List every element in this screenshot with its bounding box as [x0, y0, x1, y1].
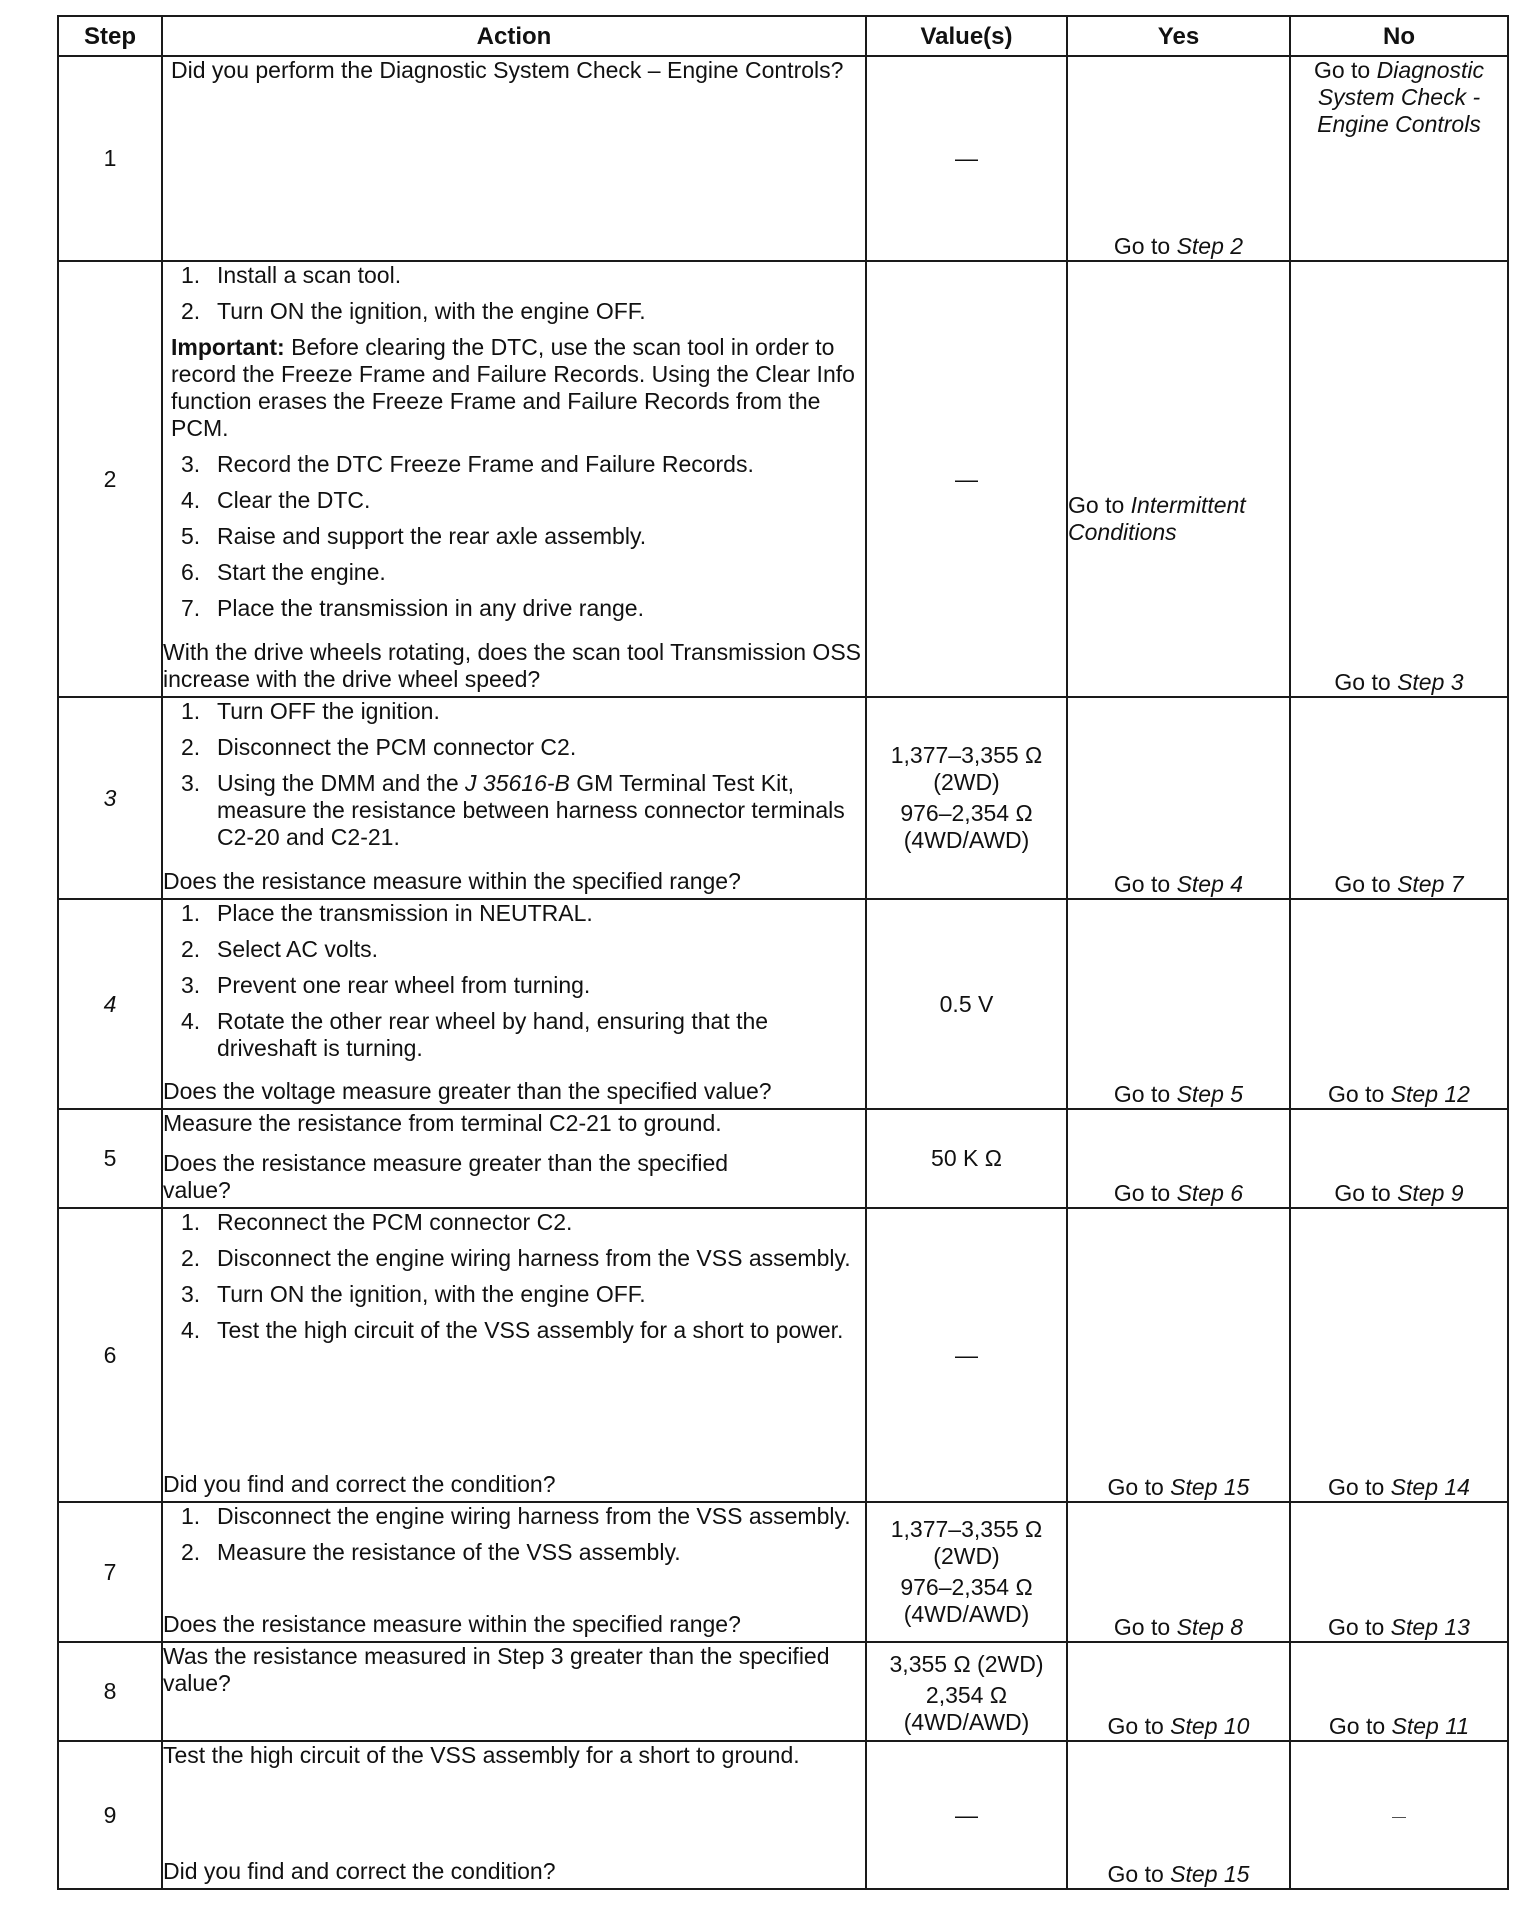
step-number: 5 — [58, 1109, 162, 1208]
list-item: 2. Turn ON the ignition, with the engine OFF. — [181, 298, 646, 324]
action-question: Was the resistance measured in Step 3 greater than the specified value? — [163, 1643, 830, 1696]
yes-link[interactable]: Step 2 — [1176, 233, 1244, 259]
value-cell — [866, 1502, 1067, 1642]
table-row — [58, 1741, 1508, 1889]
table-row — [58, 1502, 1508, 1642]
no-cell — [1290, 261, 1508, 697]
header-no: No — [1290, 16, 1508, 56]
no-prefix: Go to — [1328, 1614, 1385, 1640]
value-cell — [866, 1208, 1067, 1502]
action-cell — [162, 261, 866, 697]
action-cell — [162, 1642, 866, 1741]
list-item: 2. Select AC volts. — [181, 936, 379, 962]
yes-link[interactable]: Step 15 — [1170, 1861, 1250, 1887]
action-question: Does the resistance measure greater than the specified value? — [163, 1150, 729, 1203]
step-number: 3 — [58, 697, 162, 899]
yes-link[interactable]: Intermittent Conditions — [1068, 492, 1246, 545]
yes-cell — [1067, 261, 1290, 697]
yes-prefix: Go to — [1107, 1713, 1164, 1739]
no-link[interactable]: Step 3 — [1397, 669, 1464, 695]
yes-link[interactable]: Step 6 — [1176, 1180, 1244, 1206]
no-cell — [1290, 697, 1508, 899]
value-dash: — — [955, 1341, 978, 1368]
action-question: Did you find and correct the condition? — [163, 1471, 556, 1497]
action-question: Does the resistance measure within the specified range? — [163, 868, 741, 894]
list-item: 3. Turn ON the ignition, with the engine OFF. — [181, 1281, 646, 1307]
value-cell — [866, 697, 1067, 899]
no-cell — [1290, 56, 1508, 261]
action-cell — [162, 1109, 866, 1208]
action-cell — [162, 697, 866, 899]
no-prefix: Go to — [1328, 1474, 1385, 1500]
list-item: 5. Raise and support the rear axle assembly. — [181, 523, 647, 549]
value-dash: — — [955, 1801, 978, 1828]
value-resistance: 50 K Ω — [931, 1145, 1002, 1171]
step-number: 1 — [58, 56, 162, 261]
action-question: With the drive wheels rotating, does the scan tool Transmission OSS increase with the drive wheel speed? — [163, 639, 861, 692]
table-row — [58, 261, 1508, 697]
action-text: Test the high circuit of the VSS assembly for a short to ground. — [163, 1742, 800, 1768]
value-cell — [866, 1741, 1067, 1889]
step-number: 8 — [58, 1642, 162, 1741]
yes-prefix: Go to — [1113, 871, 1171, 897]
value-cell — [866, 899, 1067, 1109]
header-yes: Yes — [1067, 16, 1290, 56]
step-number: 6 — [58, 1208, 162, 1502]
yes-link[interactable]: Step 15 — [1170, 1474, 1250, 1500]
yes-cell — [1067, 899, 1290, 1109]
header-row — [58, 16, 1508, 56]
list-item: 2. Measure the resistance of the VSS assembly. — [181, 1539, 681, 1565]
yes-link[interactable]: Step 8 — [1176, 1614, 1244, 1640]
value-dash: — — [955, 145, 978, 171]
diagnostic-table — [57, 15, 1509, 1890]
yes-prefix: Go to — [1113, 1081, 1171, 1107]
list-item: 1. Reconnect the PCM connector C2. — [181, 1209, 573, 1235]
no-cell — [1290, 1208, 1508, 1502]
no-link[interactable]: Step 7 — [1397, 871, 1464, 897]
action-question: Did you perform the Diagnostic System Check – Engine Controls? — [171, 57, 844, 83]
list-item: 1. Turn OFF the ignition. — [181, 698, 440, 724]
list-item: 2. Disconnect the PCM connector C2. — [181, 734, 577, 760]
value-4wd: 976–2,354 Ω (4WD/AWD) — [900, 800, 1033, 853]
no-cell — [1290, 1642, 1508, 1741]
yes-prefix: Go to — [1107, 1474, 1164, 1500]
value-2wd: 1,377–3,355 Ω (2WD) — [890, 1516, 1043, 1569]
list-item: 2. Disconnect the engine wiring harness from the VSS assembly. — [181, 1245, 851, 1271]
no-cell — [1290, 1741, 1508, 1889]
yes-cell — [1067, 56, 1290, 261]
table-row — [58, 1642, 1508, 1741]
yes-prefix: Go to — [1107, 1861, 1164, 1887]
value-voltage: 0.5 V — [939, 990, 994, 1017]
no-cell — [1290, 1502, 1508, 1642]
no-prefix: Go to — [1334, 669, 1391, 695]
list-item: 6. Start the engine. — [181, 559, 386, 585]
no-link[interactable]: Step 12 — [1390, 1081, 1470, 1107]
no-cell — [1290, 899, 1508, 1109]
action-cell — [162, 1502, 866, 1642]
list-item: 3. Using the DMM and the J 35616-B GM Terminal Test Kit, measure the resistance between harness connector terminals C2-20 and C2-21. — [181, 770, 845, 850]
yes-cell — [1067, 697, 1290, 899]
value-cell — [866, 261, 1067, 697]
action-question: Does the resistance measure within the specified range? — [163, 1611, 741, 1637]
table-row — [58, 56, 1508, 261]
value-2wd: 3,355 Ω (2WD) — [889, 1651, 1044, 1677]
no-link[interactable]: Step 14 — [1390, 1474, 1470, 1500]
list-item: 4. Clear the DTC. — [181, 487, 371, 513]
action-text: Measure the resistance from terminal C2-21 to ground. — [163, 1110, 722, 1136]
list-item: 7. Place the transmission in any drive range. — [181, 595, 644, 621]
no-link[interactable]: Step 13 — [1390, 1614, 1470, 1640]
step-number: 9 — [58, 1741, 162, 1889]
action-cell — [162, 1741, 866, 1889]
no-prefix: Go to — [1313, 57, 1371, 83]
yes-cell — [1067, 1502, 1290, 1642]
no-prefix: Go to — [1334, 871, 1391, 897]
list-item: 3. Prevent one rear wheel from turning. — [181, 972, 591, 998]
yes-link[interactable]: Step 10 — [1170, 1713, 1250, 1739]
yes-cell — [1067, 1109, 1290, 1208]
value-4wd: 976–2,354 Ω (4WD/AWD) — [900, 1574, 1033, 1627]
no-prefix: Go to — [1328, 1713, 1386, 1739]
yes-prefix: Go to — [1113, 1614, 1171, 1640]
value-dash: — — [955, 465, 978, 492]
no-link[interactable]: Step 11 — [1391, 1713, 1470, 1739]
yes-link[interactable]: Step 4 — [1176, 871, 1244, 897]
header-action: Action — [162, 16, 866, 56]
step-number: 7 — [58, 1502, 162, 1642]
step-number: 2 — [58, 261, 162, 697]
action-cell — [162, 899, 866, 1109]
yes-cell — [1067, 1741, 1290, 1889]
action-question: Does the voltage measure greater than the specified value? — [163, 1078, 772, 1104]
action-cell — [162, 56, 866, 261]
action-cell — [162, 1208, 866, 1502]
list-item: 4. Rotate the other rear wheel by hand, ensuring that the driveshaft is turning. — [181, 1008, 769, 1061]
no-link[interactable]: Step 9 — [1397, 1180, 1464, 1206]
yes-prefix: Go to — [1113, 233, 1171, 259]
table-row — [58, 697, 1508, 899]
list-item: 3. Record the DTC Freeze Frame and Failure Records. — [181, 451, 754, 477]
value-2wd: 1,377–3,355 Ω (2WD) — [890, 742, 1043, 795]
yes-prefix: Go to — [1113, 1180, 1171, 1206]
list-item: 4. Test the high circuit of the VSS assembly for a short to power. — [181, 1317, 844, 1343]
value-cell — [866, 56, 1067, 261]
no-prefix: Go to — [1328, 1081, 1385, 1107]
header-step: Step — [58, 16, 162, 56]
table-row — [58, 899, 1508, 1109]
header-values: Value(s) — [866, 16, 1067, 56]
table-row — [58, 1109, 1508, 1208]
yes-cell — [1067, 1642, 1290, 1741]
yes-cell — [1067, 1208, 1290, 1502]
table-row — [58, 1208, 1508, 1502]
no-prefix: Go to — [1334, 1180, 1391, 1206]
list-item: 1. Place the transmission in NEUTRAL. — [181, 900, 593, 926]
value-dash: — — [1392, 1808, 1406, 1824]
list-item: 1. Disconnect the engine wiring harness from the VSS assembly. — [181, 1503, 851, 1529]
yes-prefix: Go to — [1068, 492, 1125, 518]
value-4wd: 2,354 Ω (4WD/AWD) — [903, 1682, 1030, 1735]
no-cell — [1290, 1109, 1508, 1208]
action-question: Did you find and correct the condition? — [163, 1858, 556, 1884]
yes-link[interactable]: Step 5 — [1176, 1081, 1244, 1107]
list-item: 1. Install a scan tool. — [181, 262, 402, 288]
no-link[interactable]: Diagnostic System Check - Engine Controls — [1317, 57, 1485, 137]
step-number: 4 — [58, 899, 162, 1109]
value-cell — [866, 1109, 1067, 1208]
value-cell — [866, 1642, 1067, 1741]
important-note: Important: Before clearing the DTC, use the scan tool in order to record the Freeze Frame and Failure Records. Using the Clear Info function erases the Freeze Frame and Failure Records from the PCM. — [171, 334, 855, 441]
